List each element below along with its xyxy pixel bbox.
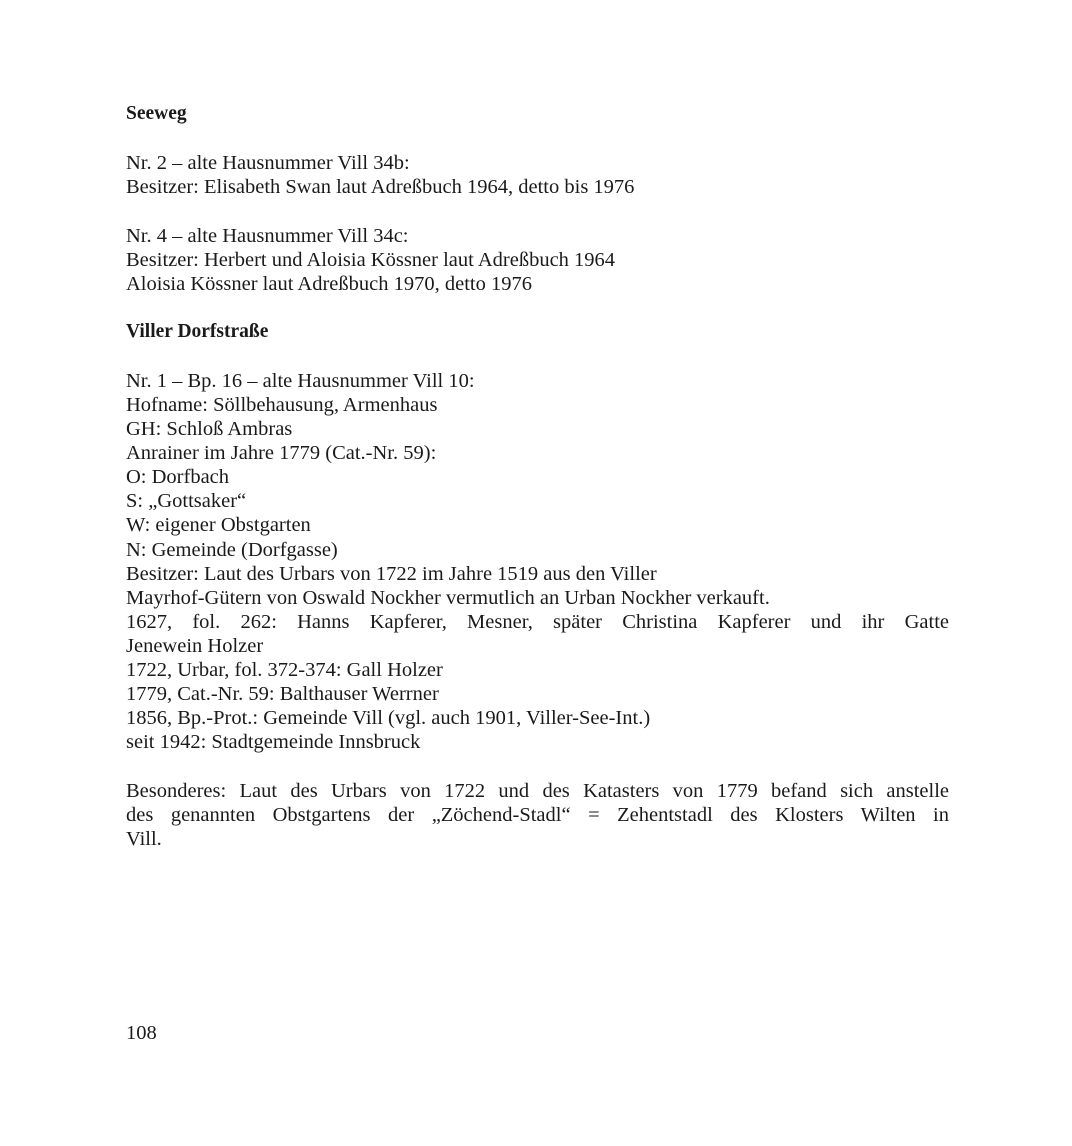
entry-line: Nr. 4 – alte Hausnummer Vill 34c: [126,225,409,247]
entry-line: seit 1942: Stadtgemeinde Innsbruck [126,731,421,753]
entry-line: S: „Gottsaker“ [126,490,247,512]
entry-line-justified: 1627, fol. 262: Hanns Kapferer, Mesner, später Christina Kapferer und ihr Gatte [126,611,949,633]
entry-line: W: eigener Obstgarten [126,514,311,536]
section-heading-viller-dorfstrasse: Viller Dorfstraße [126,321,269,342]
paragraph-line: Vill. [126,828,162,850]
entry-line: N: Gemeinde (Dorfgasse) [126,539,338,561]
page-number: 108 [126,1022,157,1044]
entry-line: Hofname: Söllbehausung, Armenhaus [126,394,438,416]
entry-line: Besitzer: Laut des Urbars von 1722 im Jahre 1519 aus den Viller [126,563,657,585]
entry-line: 1722, Urbar, fol. 372-374: Gall Holzer [126,659,443,681]
entry-line: Mayrhof-Gütern von Oswald Nockher vermutlich an Urban Nockher verkauft. [126,587,770,609]
entry-line: O: Dorfbach [126,466,230,488]
entry-line: Jenewein Holzer [126,635,264,657]
entry-line: GH: Schloß Ambras [126,418,293,440]
entry-line: 1856, Bp.-Prot.: Gemeinde Vill (vgl. auch 1901, Viller-See-Int.) [126,707,651,729]
section-heading-seeweg: Seeweg [126,103,187,124]
paragraph-line-justified: des genannten Obstgartens der „Zöchend-Stadl“ = Zehentstadl des Klosters Wilten in [126,804,949,826]
entry-line: Besitzer: Herbert und Aloisia Kössner laut Adreßbuch 1964 [126,249,616,271]
entry-line: Nr. 1 – Bp. 16 – alte Hausnummer Vill 10: [126,370,475,392]
entry-line: Besitzer: Elisabeth Swan laut Adreßbuch 1964, detto bis 1976 [126,176,635,198]
entry-line: Aloisia Kössner laut Adreßbuch 1970, detto 1976 [126,273,532,295]
entry-line: 1779, Cat.-Nr. 59: Balthauser Werrner [126,683,439,705]
paragraph-line-justified: Besonderes: Laut des Urbars von 1722 und des Katasters von 1779 befand sich anstelle [126,780,949,802]
entry-line: Anrainer im Jahre 1779 (Cat.-Nr. 59): [126,442,437,464]
entry-line: Nr. 2 – alte Hausnummer Vill 34b: [126,152,410,174]
